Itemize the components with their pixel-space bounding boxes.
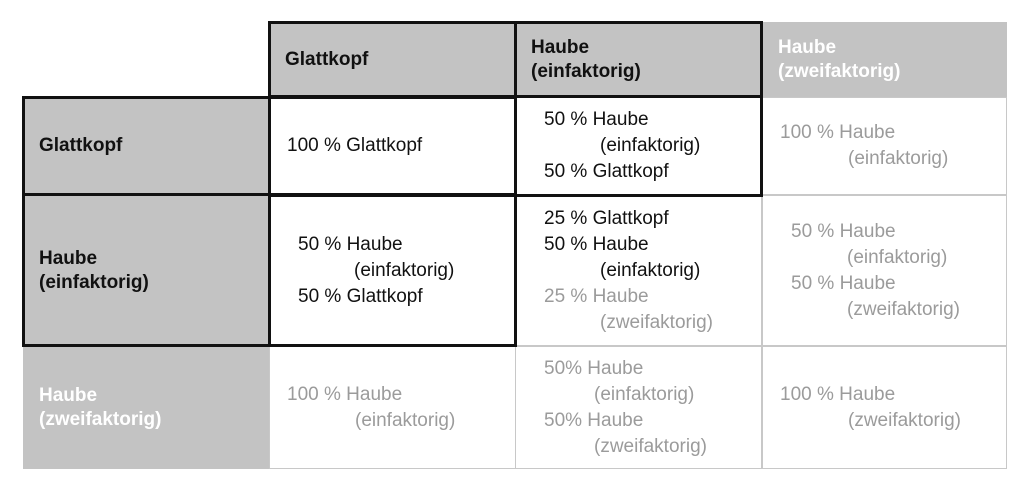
cell-line: 50% Haube xyxy=(544,357,644,379)
column-header-label: Glattkopf xyxy=(285,48,369,70)
cell-haube-einfaktorig-glattkopf xyxy=(269,195,516,346)
emphasis-divider-column xyxy=(514,21,517,197)
cell-line: (einfaktorig) xyxy=(354,259,455,281)
cell-line: (einfaktorig) xyxy=(600,259,701,281)
cell-glattkopf-haube-einfaktorig xyxy=(515,97,762,195)
cell-line: 50 % Haube xyxy=(544,233,649,255)
column-header-label-line: Haube xyxy=(531,36,590,58)
row-header-label-line: (zweifaktorig) xyxy=(39,408,162,430)
cell-line: 25 % Glattkopf xyxy=(544,207,669,229)
cell-haube-einfaktorig-haube-zweifaktorig xyxy=(762,195,1007,346)
cell-line: (einfaktorig) xyxy=(355,409,456,431)
column-header-haube-zweifaktorig xyxy=(762,22,1007,97)
emphasis-divider-rowheader xyxy=(268,96,271,347)
cell-line: (zweifaktorig) xyxy=(847,298,960,320)
cell-line: (einfaktorig) xyxy=(848,148,949,169)
row-header-label-line: Haube xyxy=(39,384,98,406)
column-header-haube-einfaktorig xyxy=(515,22,762,97)
cell-line: (einfaktorig) xyxy=(594,383,695,405)
cell-line: 50 % Haube xyxy=(791,272,896,294)
column-header-glattkopf xyxy=(269,22,516,97)
row-header-label-line: Haube xyxy=(39,247,98,269)
cell-haube-zweifaktorig-haube-zweifaktorig xyxy=(762,346,1007,469)
cell-glattkopf-haube-zweifaktorig xyxy=(762,97,1007,195)
cell-glattkopf-glattkopf xyxy=(269,97,516,195)
cell-line: 50 % Haube xyxy=(544,109,649,130)
cell-haube-einfaktorig-haube-einfaktorig xyxy=(515,195,762,346)
row-header-label-line: Glattkopf xyxy=(39,135,123,156)
cell-line: 50 % Haube xyxy=(298,233,403,255)
row-header-glattkopf xyxy=(23,97,270,195)
cell-line: 50 % Haube xyxy=(791,220,896,242)
cell-haube-zweifaktorig-haube-einfaktorig xyxy=(515,346,762,469)
cell-line: 25 % Haube xyxy=(544,285,649,307)
row-header-haube-zweifaktorig xyxy=(23,346,270,469)
row-header-haube-einfaktorig xyxy=(23,195,270,346)
cell-line: (einfaktorig) xyxy=(847,246,948,268)
cell-line: (zweifaktorig) xyxy=(594,435,707,457)
cell-line: 100 % Haube xyxy=(780,122,896,143)
cell-line: (zweifaktorig) xyxy=(600,311,713,333)
emphasis-divider-header xyxy=(268,95,763,98)
cell-line: (zweifaktorig) xyxy=(848,409,961,431)
cell-line: 50 % Glattkopf xyxy=(544,161,669,182)
row-header-label-line: (einfaktorig) xyxy=(39,271,149,293)
column-header-label-line: (einfaktorig) xyxy=(531,60,641,82)
column-header-label-line: (zweifaktorig) xyxy=(778,60,901,82)
column-header-label-line: Haube xyxy=(778,36,837,58)
cell-line: 100 % Haube xyxy=(780,383,896,405)
cell-line: (einfaktorig) xyxy=(600,135,701,156)
cell-line: 50 % Glattkopf xyxy=(298,285,423,307)
cell-line: 100 % Glattkopf xyxy=(287,135,423,156)
cell-haube-zweifaktorig-glattkopf xyxy=(269,346,516,469)
cell-line: 100 % Haube xyxy=(287,383,403,405)
cell-line: 50% Haube xyxy=(544,409,644,431)
